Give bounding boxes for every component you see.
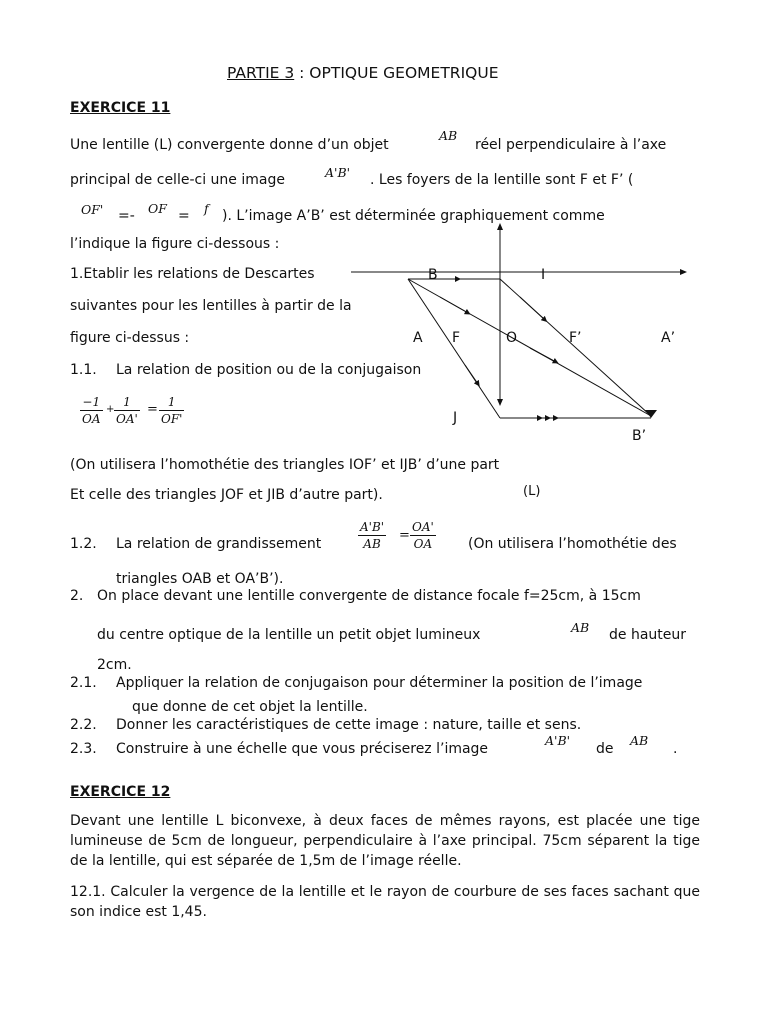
q11-number: 1.1. <box>70 362 97 378</box>
formula1-equals: = <box>147 402 158 417</box>
exercise-11-heading: EXERCICE 11 <box>70 100 171 116</box>
hint1-line-a: (On utilisera l’homothétie des triangles IOF’ et IJB’ d’une part <box>70 457 500 473</box>
formula1-n3: 1 <box>167 395 176 409</box>
q2-number: 2. <box>70 588 84 604</box>
label-lens: (L) <box>523 484 541 499</box>
ex12-paragraph-2: 12.1. Calculer la vergence de la lentille et le rayon de courbure de ses faces sachant que son indice est 1,45. <box>70 884 700 920</box>
formula1-plus: + <box>106 404 115 415</box>
q2-line-c: de hauteur <box>609 627 687 643</box>
eq-sign: = <box>178 208 190 224</box>
q2-line-b: du centre optique de la lentille un petit objet lumineux <box>97 627 481 643</box>
q23-object-ab: AB <box>630 733 649 748</box>
formula2-frac2 <box>410 521 436 550</box>
formula2-d2: OA <box>413 537 433 551</box>
q12-hint-a: (On utilisera l’homothétie des <box>468 536 677 552</box>
ex11-line2a: principal de celle-ci une image <box>70 172 285 188</box>
fraction-bar <box>358 535 386 536</box>
formula2-n2: OA' <box>412 520 434 534</box>
q21-line-b: que donne de cet objet la lentille. <box>132 699 368 715</box>
formula1-d2: OA' <box>116 412 138 426</box>
image-ab-vector: A'B' <box>325 165 351 180</box>
formula2-equals: = <box>399 528 410 543</box>
ex11-line3b: ). L’image A’B’ est déterminée graphiquement comme <box>222 208 605 224</box>
ray-center-arrow2 <box>530 348 556 362</box>
formula1-n1: −1 <box>82 395 101 409</box>
label-a-prime: A’ <box>661 330 676 346</box>
of-prime-symbol: OF' <box>81 202 104 217</box>
q1-line-a: 1.Etablir les relations de Descartes <box>70 266 315 282</box>
ex11-line2b: . Les foyers de la lentille sont F et F’ ( <box>370 172 634 188</box>
label-o: O <box>506 330 518 346</box>
label-f: F <box>452 330 461 346</box>
q22-number: 2.2. <box>70 717 97 733</box>
title-partie: PARTIE 3 <box>227 64 295 82</box>
q2-line-d: 2cm. <box>97 657 132 673</box>
formula2-frac1 <box>358 521 386 550</box>
eq-minus-sign: =- <box>118 208 135 224</box>
f-symbol: f <box>204 201 209 216</box>
ray-refracted-arrow <box>520 297 545 320</box>
ex11-line1a: Une lentille (L) convergente donne d’un objet <box>70 137 389 153</box>
q23-line-a: Construire à une échelle que vous préciserez l’image <box>116 741 489 757</box>
formula2-n1: A'B' <box>360 520 385 534</box>
q2-line-a: On place devant une lentille convergente de distance focale f=25cm, à 15cm <box>97 588 641 604</box>
q23-number: 2.3. <box>70 741 97 757</box>
q21-number: 2.1. <box>70 675 97 691</box>
q12-hint-b: triangles OAB et OA’B’). <box>116 571 284 587</box>
q23-image-ab: A'B' <box>545 733 571 748</box>
ex11-line1b: réel perpendiculaire à l’axe <box>475 137 667 153</box>
label-a: A <box>413 330 423 346</box>
label-j: J <box>453 410 458 426</box>
object-ab-vector: AB <box>439 128 458 143</box>
ray-through-focus-arrow <box>465 365 478 384</box>
formula1-n2: 1 <box>123 395 131 409</box>
formula1-d1: OA <box>82 412 101 426</box>
ex11-line4: l’indique la figure ci-dessous : <box>70 236 280 252</box>
ex12-paragraph-1: Devant une lentille L biconvexe, à deux faces de mêmes rayons, est placée une tige lumineuse de 5cm de longueur, perpendiculaire à l’axe principal. 75cm séparent la tige de la lentille, qui est séparée de 1,5m de l’image réelle. <box>70 813 700 869</box>
of-symbol: OF <box>148 201 167 216</box>
q11-text: La relation de position ou de la conjugaison <box>116 362 422 378</box>
label-f-prime: F’ <box>569 330 582 346</box>
label-i: I <box>541 267 546 283</box>
fraction-bar <box>410 535 436 536</box>
q22-text: Donner les caractéristiques de cette image : nature, taille et sens. <box>116 717 582 733</box>
exercise-12-heading: EXERCICE 12 <box>70 784 171 800</box>
ray-through-focus <box>408 279 500 418</box>
q2-object-ab: AB <box>571 620 590 635</box>
label-b: B <box>428 267 438 283</box>
q1-line-b: suivantes pour les lentilles à partir de la <box>70 298 352 314</box>
q12-text: La relation de grandissement <box>116 536 322 552</box>
formula1-d3: OF' <box>161 412 183 426</box>
q1-line-c: figure ci-dessus : <box>70 330 190 346</box>
formula2-d1: AB <box>363 537 381 551</box>
q23-line-c: . <box>673 741 678 757</box>
label-b-prime: B’ <box>632 428 647 444</box>
title-rest: : OPTIQUE GEOMETRIQUE <box>294 64 499 82</box>
hint1-line-b: Et celle des triangles JOF et JIB d’autre part). <box>70 487 383 503</box>
q23-line-b: de <box>596 741 614 757</box>
q21-line-a: Appliquer la relation de conjugaison pour déterminer la position de l’image <box>116 675 643 691</box>
ray-center-arrow1 <box>440 297 468 313</box>
q12-number: 1.2. <box>70 536 97 552</box>
